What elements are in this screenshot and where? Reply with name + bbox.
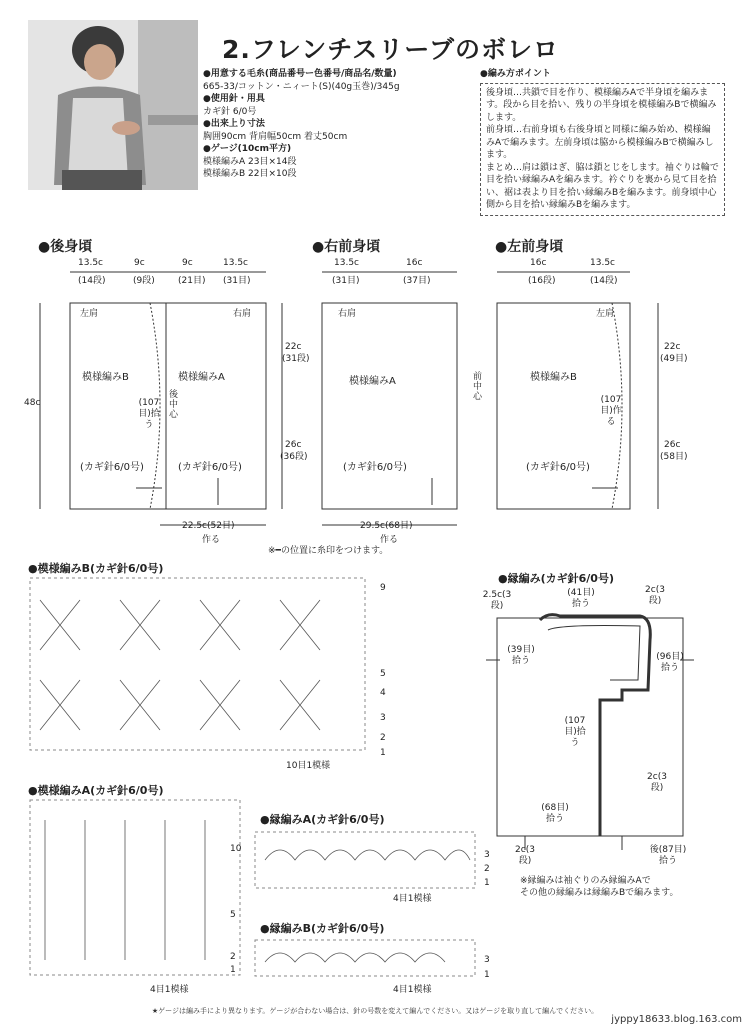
edging-note-1: ※縁編みは袖ぐりのみ縁編みAで	[520, 876, 651, 886]
yarn-value: 665-33/コットン・ニィート(S)(40g玉巻)/345g	[203, 81, 400, 92]
edge-a-row-1: 1	[484, 878, 490, 888]
back-dim-3: 9c	[182, 258, 193, 268]
lf-row-1: (16段)	[528, 276, 556, 286]
back-left-shoulder: 左肩	[80, 309, 99, 319]
edging-front-pick: (107目)拾う	[564, 716, 586, 748]
edging-side-right: 2c(3段)	[647, 772, 667, 793]
points-heading: ●編み方ポイント	[480, 69, 551, 79]
edging-hem-pick: (68目)拾う	[541, 803, 569, 824]
gauge-a: 模様編みA 23目×14段	[203, 156, 297, 167]
edge-a-row-3: 3	[484, 850, 490, 860]
footer-note: ★ゲージは編み手により異なります。ゲージが合わない場合は、針の号数を変えて編んでください。又はゲージを取り直して編んでください。	[151, 1007, 599, 1015]
back-bottom: 22.5c(52目)	[182, 521, 235, 531]
edge-a-row-2: 2	[484, 864, 490, 874]
pattern-b-heading: ●模様編みB(カギ針6/0号)	[28, 562, 164, 575]
gauge-heading: ●ゲージ(10cm平方)	[203, 144, 292, 154]
back-dim-4: 13.5c	[223, 258, 248, 268]
right-front-heading: ●右前身頃	[312, 239, 381, 255]
pattern-a-row-2: 2	[230, 952, 236, 962]
rf-row-1: (31目)	[332, 276, 360, 286]
back-row-1: (14段)	[78, 276, 106, 286]
gauge-b: 模様編みB 22目×10段	[203, 169, 297, 179]
edge-b-repeat: 4目1模様	[393, 985, 432, 995]
edging-bottom-right: 後(87目)拾う	[649, 845, 687, 866]
edging-top-right: 2c(3段)	[645, 585, 665, 606]
rf-needle: (カギ針6/0号)	[343, 462, 407, 473]
rf-pattern: 模様編みA	[349, 376, 396, 387]
pattern-a-row-10: 10	[230, 844, 242, 854]
lf-upper-rows: (49目)	[660, 354, 688, 364]
back-dim-1: 13.5c	[78, 258, 103, 268]
needle-value: カギ針 6/0号	[203, 106, 257, 117]
lf-row-2: (14段)	[590, 276, 618, 286]
page-title: 2.フレンチスリーブのボレロ	[222, 35, 560, 64]
back-row-3: (21目)	[178, 276, 206, 286]
back-lower-rows: (36段)	[280, 452, 308, 462]
lf-lower-h: 26c	[664, 440, 681, 450]
edge-b-row-1: 1	[484, 970, 490, 980]
edging-heading: ●縁編み(カギ針6/0号)	[498, 572, 614, 585]
lf-pickup: (107目)作る	[600, 395, 622, 427]
rf-dim-2: 16c	[406, 258, 423, 268]
back-needle-b: (カギ針6/0号)	[80, 462, 144, 473]
edging-armhole-left: (39目)拾う	[507, 645, 535, 666]
edging-note-2: その他の縁編みは縁編みBで編みます。	[520, 888, 679, 898]
back-needle-a: (カギ針6/0号)	[178, 462, 242, 473]
pattern-b-row-2: 2	[380, 733, 386, 743]
lf-shoulder: 左肩	[596, 309, 615, 319]
back-pattern-b: 模様編みB	[82, 372, 129, 383]
yarn-heading: ●用意する毛糸(商品番号ー色番号/商品名/数量)	[203, 69, 397, 79]
point-front: 前身頃…右前身頃も右後身頃と同様に編み始め、模様編みAで編みます。左前身頃は脇から模様編みBで横編みします。	[486, 125, 714, 160]
lf-dim-1: 16c	[530, 258, 547, 268]
back-heading: ●後身頃	[38, 239, 93, 255]
edging-armhole-right: (96目)拾う	[656, 652, 684, 673]
pattern-a-repeat: 4目1模様	[150, 985, 189, 995]
back-lower-h: 26c	[285, 440, 302, 450]
back-pattern-a: 模様編みA	[178, 372, 225, 383]
back-row-2: (9段)	[133, 276, 155, 286]
pattern-b-row-4: 4	[380, 688, 386, 698]
back-right-shoulder: 右肩	[233, 309, 252, 319]
back-row-4: (31目)	[223, 276, 251, 286]
edge-a-repeat: 4目1模様	[393, 894, 432, 904]
edge-b-row-3: 3	[484, 955, 490, 965]
pattern-b-row-3: 3	[380, 713, 386, 723]
left-front-heading: ●左前身頃	[495, 239, 564, 255]
edge-b-heading: ●縁編みB(カギ針6/0号)	[260, 922, 385, 935]
edging-top-left: 2.5c(3段)	[482, 590, 512, 611]
pattern-b-row-9: 9	[380, 583, 386, 593]
back-height: 48c	[24, 398, 41, 408]
edging-bottom-left: 2c(3段)	[515, 845, 535, 866]
size-heading: ●出来上り寸法	[203, 119, 265, 129]
blog-watermark: jyppy18633.blog.163.com	[611, 1014, 742, 1025]
rf-dim-1: 13.5c	[334, 258, 359, 268]
front-center-mark: 前中心	[472, 372, 482, 402]
lf-needle: (カギ針6/0号)	[526, 462, 590, 473]
back-dim-2: 9c	[134, 258, 145, 268]
back-pickup: (107目)拾う	[138, 398, 160, 430]
back-upper-rows: (31段)	[282, 354, 310, 364]
pattern-b-row-5: 5	[380, 669, 386, 679]
pattern-b-repeat: 10目1模様	[286, 761, 331, 771]
marker-note: ※━の位置に糸印をつけます。	[268, 546, 389, 556]
back-bottom-make: 作る	[202, 535, 221, 545]
rf-shoulder: 右肩	[338, 309, 357, 319]
lf-dim-2: 13.5c	[590, 258, 615, 268]
needle-heading: ●使用針・用具	[203, 94, 265, 104]
point-finish: まとめ…肩は鎖はぎ、脇は鎖とじをします。袖ぐりは輪で目を拾い縁編みAを編みます。衿ぐりを裏から見て目を拾い、裾は表より目を拾い縁編みBを編みます。前身頃中心側から目を拾い縁編みBを編みます。	[486, 162, 719, 210]
point-back: 後身頃…共鎖で目を作り、模様編みAで半身頃を編みます。段から目を拾い、残りの半身頃を模様編みBで横編みします。	[486, 87, 717, 123]
back-center-mark: 後中心	[168, 390, 178, 420]
lf-lower-rows: (58目)	[660, 452, 688, 462]
size-value: 胸囲90cm 背肩幅50cm 着丈50cm	[203, 131, 348, 142]
edge-a-heading: ●縁編みA(カギ針6/0号)	[260, 813, 385, 826]
back-upper-h: 22c	[285, 342, 302, 352]
pattern-a-row-1: 1	[230, 965, 236, 975]
rf-bottom-make: 作る	[380, 535, 399, 545]
lf-pattern: 模様編みB	[530, 372, 577, 383]
pattern-a-heading: ●模様編みA(カギ針6/0号)	[28, 784, 164, 797]
lf-upper-h: 22c	[664, 342, 681, 352]
edging-top-mid: (41目)拾う	[567, 588, 595, 609]
rf-bottom: 29.5c(68目)	[360, 521, 413, 531]
pattern-b-row-1: 1	[380, 748, 386, 758]
pattern-a-row-5: 5	[230, 910, 236, 920]
rf-row-2: (37目)	[403, 276, 431, 286]
